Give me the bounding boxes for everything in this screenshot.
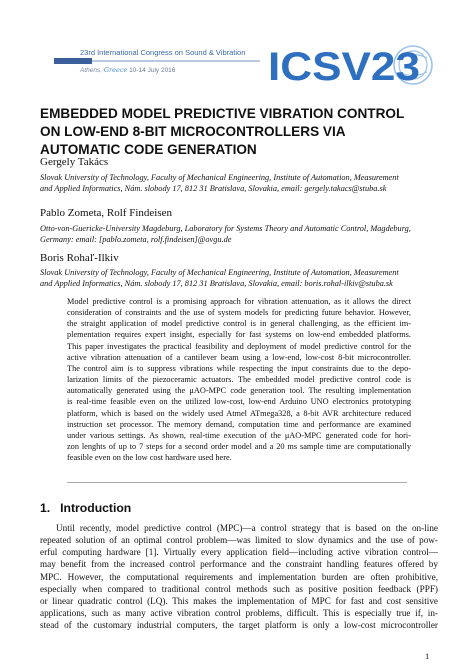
affiliation-line: and Applied Informatics, Nám. slobody 17, 812 31 Bratislava, Slovakia, email: boris.rohal-ilkiv@stuba.sk [40, 279, 393, 289]
title-line: AUTOMATIC CODE GENERATION [40, 142, 257, 157]
author-names: Pablo Zometa, Rolf Findeisen [40, 207, 172, 219]
flag-stripe-light [92, 60, 260, 62]
abstract-line: platform, which is based on the widely used Atmel ATmega328, a 8-bit AVR architecture reduced [67, 408, 411, 418]
conference-header [0, 0, 474, 92]
affiliation-line: Otto-von-Guericke-University Magdeburg, Laboratory for Systems Theory and Automatic Control, Magdeburg, [40, 224, 411, 233]
body-line: may benefit from the increased control performance and the constraint handling features offered by [40, 559, 438, 570]
author-affiliation [40, 172, 440, 195]
page-number: 1 [425, 651, 430, 661]
abstract-line: The control aim is to suppress vibrations while respecting the input constraints due to the depo- [67, 363, 411, 373]
abstract-line: the straight application of model predictive control is in general challenging, as the efficient im- [67, 319, 411, 329]
icsv23-logo [266, 44, 434, 88]
abstract-line: zon lenghts of up to 7 steps for a second order model and a 20 ms sample time are computationally [67, 442, 411, 452]
body-line: repeated solution of an optimal control problem—was limited to slow dynamics and the use of pow- [40, 535, 438, 546]
abstract-line: larization limits of the piezoceramic actuators. The embedded model predictive control code is [67, 375, 411, 385]
abstract-line: Model predictive control is a promising approach for vibration attenuation, as it allows the direct [67, 297, 411, 306]
body-line: MPC. However, the computational requirements and implementation burden are often prohibitive, [40, 571, 438, 582]
author-names: Boris Rohaľ-Ilkiv [40, 252, 119, 264]
affiliation-line: Slovak University of Technology, Faculty of Mechanical Engineering, Institute of Automation, Measurement [40, 173, 399, 182]
abstract-line: plementation requires expert insight, especially for fast systems on low-end embedded platforms. [67, 330, 411, 340]
body-line: stead of the customary industrial computers, the target platform is only a low-cost microcontroller [40, 620, 438, 631]
body-line: or linear quadratic control (LQ). This makes the implementation of MPC for fast and cost sensitive [40, 595, 438, 606]
body-line: Until recently, model predictive control (MPC)—a control strategy that is based on the on-line [56, 523, 438, 533]
paper-title [40, 105, 440, 159]
affiliation-line: and Applied Informatics, Nám. slobody 17, 812 31 Bratislava, Slovakia, email: gergely.takacs@stuba.sk [40, 184, 387, 194]
affiliation-line: Germany: email: [pablo.zometa, rolf.findeisen]@ovgu.de [40, 235, 232, 245]
author-affiliation [40, 223, 440, 246]
affiliation-line: Slovak University of Technology, Faculty of Mechanical Engineering, Institute of Automation, Measurement [40, 268, 399, 277]
section-heading [40, 501, 131, 515]
title-line: ON LOW-END 8-BIT MICROCONTROLLERS VIA [40, 124, 346, 139]
abstract-line: This paper investigates the practical feasibility and deployment of model predictive control for the [67, 341, 411, 351]
abstract-line: is real-time feasible even on the utilized low-cost, low-end Arduino UNO electronics prototyping [67, 397, 411, 407]
abstract-line: active vibration attenuation of a cantilever beam using a low-end, low-cost 8-bit microcontroller. [67, 352, 411, 362]
body-line: especially when compared to traditional control methods such as positive position feedback (PPF) [40, 583, 438, 594]
congress-dates: 10-14 July 2016 [129, 67, 176, 74]
abstract-divider [67, 482, 407, 483]
congress-title: 23rd International Congress on Sound & Vibration [80, 48, 246, 57]
abstract-line: under various settings. As shown, real-time execution of the μAO-MPC generated code for hori- [67, 430, 411, 440]
abstract-line: feasible even on the low cost hardware used here. [67, 453, 232, 463]
abstract-line: instruction set processor. The memory demand, computation time and performance are examined [67, 419, 411, 429]
author-affiliation [40, 267, 440, 290]
logo-text: ICSV23 [268, 45, 420, 88]
abstract [67, 296, 411, 463]
title-line: EMBEDDED MODEL PREDICTIVE VIBRATION CONTROL [40, 106, 405, 121]
flag-stripe-dark [54, 58, 92, 64]
flag-stripe [54, 58, 260, 64]
congress-city: Athens, [80, 67, 103, 74]
abstract-line: automatically generated using the μAO-MPC code generation tool. The resulting implementation [67, 386, 411, 396]
introduction-text [40, 522, 438, 631]
congress-country: Greece [103, 66, 128, 74]
body-line: erful computing hardware [1]. Virtually every application field—including active vibration control— [40, 547, 438, 558]
section-title: Introduction [60, 501, 132, 515]
section-number: 1. [40, 501, 51, 515]
author-names: Gergely Takács [40, 156, 109, 168]
congress-location-line [80, 66, 175, 74]
body-line: applications, such as many active vibration control problems, difficult. This is especially true if, in- [40, 608, 438, 619]
abstract-line: consideration of constraints and the use of system models for predicting future behavior. However, [67, 308, 411, 318]
